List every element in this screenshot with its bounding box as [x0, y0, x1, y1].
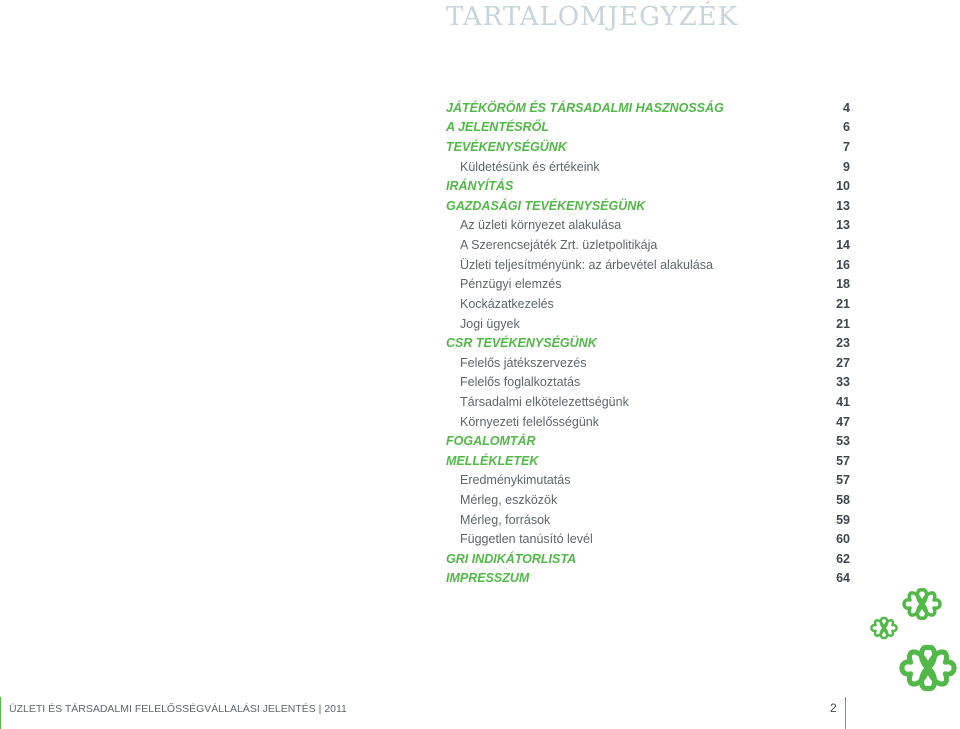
- toc-section-entry[interactable]: [446, 333, 850, 353]
- toc-subsection-entry[interactable]: [446, 157, 850, 177]
- page-number: 2: [830, 701, 837, 715]
- toc-subsection-entry[interactable]: [446, 294, 850, 314]
- toc-section-entry[interactable]: [446, 196, 850, 216]
- toc-page-number: 4: [843, 100, 850, 115]
- toc-entry-label: Mérleg, eszközök: [460, 492, 558, 507]
- toc-page-number: 16: [836, 257, 850, 272]
- toc-subsection-entry[interactable]: [446, 235, 850, 255]
- toc-page-number: 58: [836, 492, 850, 507]
- toc-page-number: 62: [836, 551, 850, 566]
- toc-entry-label: Kockázatkezelés: [460, 296, 554, 311]
- toc-page-number: 60: [836, 532, 850, 547]
- page-title: TARTALOMJEGYZÉK: [446, 2, 739, 32]
- toc-subsection-entry[interactable]: [446, 216, 850, 236]
- toc-entry-label: Környezeti felelősségünk: [460, 414, 599, 429]
- toc-entry-label: MELLÉKLETEK: [446, 453, 539, 468]
- toc-entry-label: A JELENTÉSRŐL: [446, 120, 550, 135]
- footer-title: ÜZLETI ÉS TÁRSADALMI FELELŐSSÉGVÁLLALÁSI JELENTÉS | 2011: [9, 703, 347, 715]
- toc-page-number: 10: [836, 179, 850, 194]
- toc-subsection-entry[interactable]: [446, 255, 850, 275]
- toc-entry-label: IMPRESSZUM: [446, 571, 530, 586]
- footer-divider: [845, 697, 846, 729]
- toc-subsection-entry[interactable]: [446, 510, 850, 530]
- toc-subsection-entry[interactable]: [446, 353, 850, 373]
- toc-page-number: 33: [836, 375, 850, 390]
- toc-page-number: 57: [836, 473, 850, 488]
- toc-subsection-entry[interactable]: [446, 373, 850, 393]
- toc-section-entry[interactable]: [446, 137, 850, 157]
- toc-page-number: 18: [836, 277, 850, 292]
- toc-subsection-entry[interactable]: [446, 490, 850, 510]
- toc-page-number: 57: [836, 453, 850, 468]
- toc-entry-label: GRI INDIKÁTORLISTA: [446, 551, 577, 566]
- toc-page-number: 59: [836, 512, 850, 527]
- toc-page-number: 23: [836, 336, 850, 351]
- toc-page-number: 7: [843, 140, 850, 155]
- toc-subsection-entry[interactable]: [446, 314, 850, 334]
- toc-entry-label: Pénzügyi elemzés: [460, 277, 562, 292]
- clover-icon: [864, 580, 960, 710]
- toc-page-number: 21: [836, 296, 850, 311]
- toc-entry-label: Felelős foglalkoztatás: [460, 375, 581, 390]
- toc-entry-label: Mérleg, források: [460, 512, 551, 527]
- toc-entry-label: Független tanúsító levél: [460, 532, 593, 547]
- toc-subsection-entry[interactable]: [446, 274, 850, 294]
- toc-entry-label: GAZDASÁGI TEVÉKENYSÉGÜNK: [446, 198, 646, 213]
- toc-entry-label: Az üzleti környezet alakulása: [460, 218, 622, 233]
- toc-section-entry[interactable]: [446, 451, 850, 471]
- toc-entry-label: A Szerencsejáték Zrt. üzletpolitikája: [460, 238, 658, 253]
- toc-entry-label: Küldetésünk és értékeink: [460, 159, 600, 174]
- toc-subsection-entry[interactable]: [446, 471, 850, 491]
- toc-entry-label: Társadalmi elkötelezettségünk: [460, 394, 629, 409]
- toc-page-number: 53: [836, 434, 850, 449]
- toc-entry-label: Felelős játékszervezés: [460, 355, 587, 370]
- toc-entry-label: FOGALOMTÁR: [446, 434, 536, 449]
- toc-entry-label: Jogi ügyek: [460, 316, 520, 331]
- toc-page-number: 64: [836, 571, 850, 586]
- toc-entry-label: IRÁNYÍTÁS: [446, 179, 514, 194]
- toc-page-number: 13: [836, 218, 850, 233]
- toc-section-entry[interactable]: [446, 431, 850, 451]
- toc-section-entry[interactable]: [446, 176, 850, 196]
- toc-subsection-entry[interactable]: [446, 529, 850, 549]
- toc-page-number: 21: [836, 316, 850, 331]
- toc-entry-label: Eredménykimutatás: [460, 473, 571, 488]
- toc-page-number: 41: [836, 394, 850, 409]
- toc-page-number: 47: [836, 414, 850, 429]
- table-of-contents: [446, 98, 850, 588]
- toc-section-entry[interactable]: [446, 118, 850, 138]
- toc-subsection-entry[interactable]: [446, 392, 850, 412]
- toc-entry-label: Üzleti teljesítményünk: az árbevétel alakulása: [460, 257, 713, 272]
- toc-section-entry[interactable]: [446, 98, 850, 118]
- toc-entry-label: JÁTÉKÖRÖM ÉS TÁRSADALMI HASZNOSSÁG: [446, 100, 724, 115]
- toc-subsection-entry[interactable]: [446, 412, 850, 432]
- toc-page-number: 14: [836, 238, 850, 253]
- toc-page-number: 13: [836, 198, 850, 213]
- toc-section-entry[interactable]: [446, 569, 850, 589]
- toc-page-number: 27: [836, 355, 850, 370]
- toc-entry-label: TEVÉKENYSÉGÜNK: [446, 140, 567, 155]
- toc-page-number: 6: [843, 120, 850, 135]
- toc-page-number: 9: [843, 159, 850, 174]
- toc-entry-label: CSR TEVÉKENYSÉGÜNK: [446, 336, 597, 351]
- toc-section-entry[interactable]: [446, 549, 850, 569]
